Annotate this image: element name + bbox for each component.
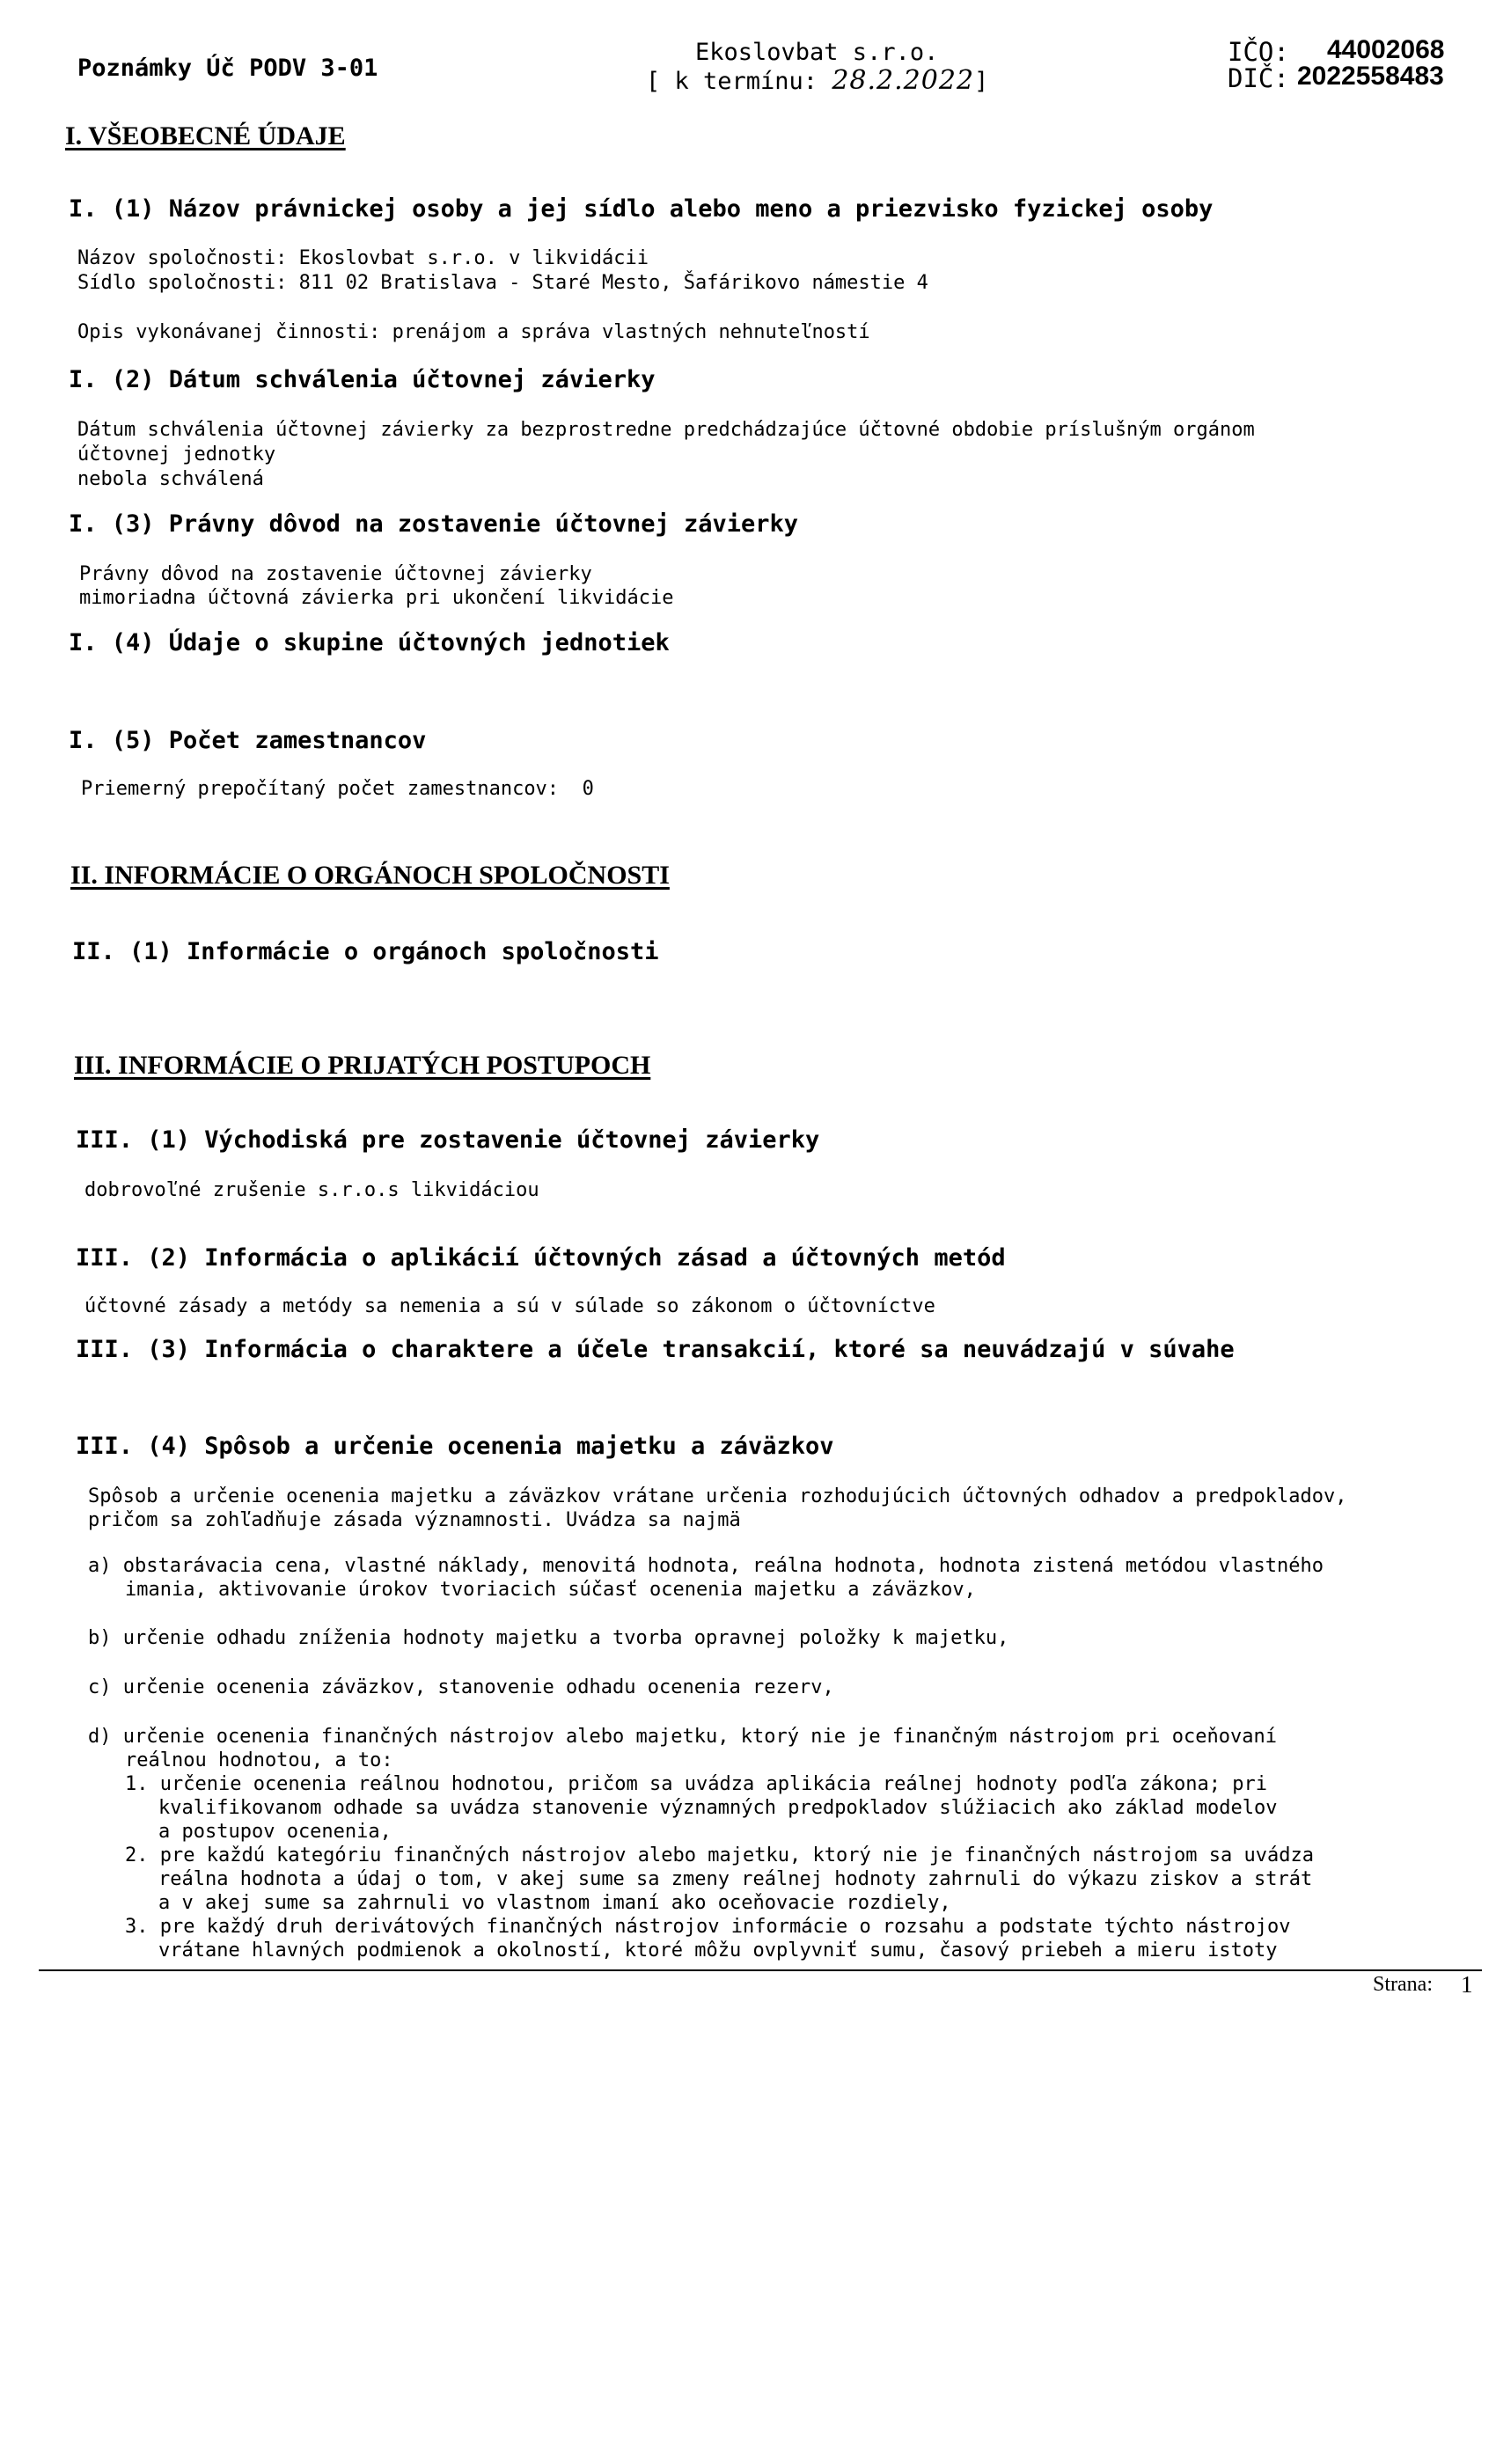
section-3-title: III. INFORMÁCIE O PRIJATÝCH POSTUPOCH <box>74 1051 651 1080</box>
list-item-a-line-1: a) obstarávacia cena, vlastné náklady, menovitá hodnota, reálna hodnota, hodnota zistená metódou vlastného <box>88 1555 1324 1577</box>
approval-line-2: účtovnej jednotky <box>77 444 276 466</box>
section-3-1-heading: III. (1) Východiská pre zostavenie účtovnej závierky <box>76 1126 820 1154</box>
list-item-d-line-1: d) určenie ocenenia finančných nástrojov alebo majetku, ktorý nie je finančným nástrojom pri oceňovaní <box>88 1726 1278 1748</box>
list-item-a-line-2: imania, aktivovanie úrokov tvoriacich súčasť ocenenia majetku a záväzkov, <box>125 1579 976 1601</box>
approval-line-1: Dátum schválenia účtovnej závierky za bezprostredne predchádzajúce účtovné obdobie príslušným orgánom <box>77 419 1255 441</box>
footer-rule <box>39 1969 1482 1971</box>
employee-count-label: Priemerný prepočítaný počet zamestnancov: <box>81 778 560 800</box>
list-item-d2-line-3: a v akej sume sa zahrnuli vo vlastnom imaní ako oceňovacie rozdiely, <box>158 1892 951 1914</box>
section-2-1-heading: II. (1) Informácie o orgánoch spoločnosti <box>72 938 659 965</box>
list-item-d3-line-1: 3. pre každý druh derivátových finančných nástrojov informácie o rozsahu a podstate týchto nástrojov <box>125 1916 1291 1938</box>
list-item-c: c) určenie ocenenia záväzkov, stanovenie odhadu ocenenia rezerv, <box>88 1676 834 1698</box>
company-seat-line: Sídlo spoločnosti: 811 02 Bratislava - Staré Mesto, Šafárikovo námestie 4 <box>77 272 928 294</box>
company-name-line: Názov spoločnosti: Ekoslovbat s.r.o. v likvidácii <box>77 247 649 269</box>
legal-reason-line-2: mimoriadna účtovná závierka pri ukončení likvidácie <box>79 587 674 609</box>
term-line <box>646 65 988 96</box>
section-3-3-heading: III. (3) Informácia o charaktere a účele transakcií, ktoré sa neuvádzajú v súvahe <box>76 1336 1235 1363</box>
list-item-d2-line-2: reálna hodnota a údaj o tom, v akej sume sa zmeny reálnej hodnoty zahrnuli do výkazu ziskov a strát <box>158 1868 1313 1890</box>
ico-value: 44002068 <box>1327 35 1445 64</box>
list-item-d2-line-1: 2. pre každú kategóriu finančných nástrojov alebo majetku, ktorý nie je finančných nástrojom sa uvádza <box>125 1844 1315 1866</box>
term-suffix: ] <box>974 68 989 95</box>
dic-value: 2022558483 <box>1297 62 1444 91</box>
section-3-4-heading: III. (4) Spôsob a určenie ocenenia majetku a záväzkov <box>76 1433 834 1460</box>
legal-reason-line-1: Právny dôvod na zostavenie účtovnej závierky <box>79 563 592 585</box>
section-1-1-heading: I. (1) Názov právnickej osoby a jej sídlo alebo meno a priezvisko fyzickej osoby <box>69 195 1214 223</box>
basis-text: dobrovoľné zrušenie s.r.o.s likvidáciou <box>84 1179 539 1201</box>
list-item-b: b) určenie odhadu zníženia hodnoty majetku a tvorba opravnej položky k majetku, <box>88 1627 1009 1649</box>
ico-label: IČO: <box>1228 37 1289 67</box>
employee-count-value: 0 <box>582 778 594 800</box>
dic-label: DIČ: <box>1228 63 1289 93</box>
section-1-2-heading: I. (2) Dátum schválenia účtovnej závierky <box>69 366 656 393</box>
list-item-d1-line-2: kvalifikovanom odhade sa uvádza stanovenie významných predpokladov slúžiacich ako základ modelov <box>158 1797 1278 1819</box>
form-title: Poznámky Úč PODV 3-01 <box>77 55 378 82</box>
term-prefix: [ k termínu: <box>646 68 818 95</box>
section-3-2-heading: III. (2) Informácia o aplikácií účtovných zásad a účtovných metód <box>76 1244 1006 1272</box>
section-1-3-heading: I. (3) Právny dôvod na zostavenie účtovnej závierky <box>69 510 799 538</box>
list-item-d1-line-1: 1. určenie ocenenia reálnou hodnotou, pričom sa uvádza aplikácia reálnej hodnoty podľa zákona; pri <box>125 1773 1268 1795</box>
term-date: 28.2.2022 <box>832 65 975 96</box>
activity-line: Opis vykonávanej činnosti: prenájom a správa vlastných nehnuteľností <box>77 321 870 343</box>
employee-count-line <box>81 776 594 802</box>
policies-text: účtovné zásady a metódy sa nemenia a sú v súlade so zákonom o účtovníctve <box>84 1295 935 1317</box>
company-name: Ekoslovbat s.r.o. <box>695 39 939 66</box>
approval-line-3: nebola schválená <box>77 468 264 490</box>
list-item-d3-line-2: vrátane hlavných podmienok a okolností, ktoré môžu ovplyvniť sumu, časový priebeh a mieru istoty <box>158 1940 1278 1962</box>
list-item-d1-line-3: a postupov ocenenia, <box>158 1821 392 1843</box>
section-2-title: II. INFORMÁCIE O ORGÁNOCH SPOLOČNOSTI <box>70 861 670 890</box>
list-item-d-line-2: reálnou hodnotou, a to: <box>125 1749 393 1771</box>
section-1-5-heading: I. (5) Počet zamestnancov <box>69 727 427 754</box>
valuation-intro-1: Spôsob a určenie ocenenia majetku a záväzkov vrátane určenia rozhodujúcich účtovných odhadov a predpokladov, <box>88 1485 1347 1507</box>
valuation-intro-2: pričom sa zohľadňuje zásada významnosti. Uvádza sa najmä <box>88 1509 741 1531</box>
section-1-4-heading: I. (4) Údaje o skupine účtovných jednotiek <box>69 629 670 656</box>
page-number: 1 <box>1461 1971 1473 1998</box>
page-label: Strana: <box>1373 1973 1433 1996</box>
section-1-title: I. VŠEOBECNÉ ÚDAJE <box>65 121 346 150</box>
